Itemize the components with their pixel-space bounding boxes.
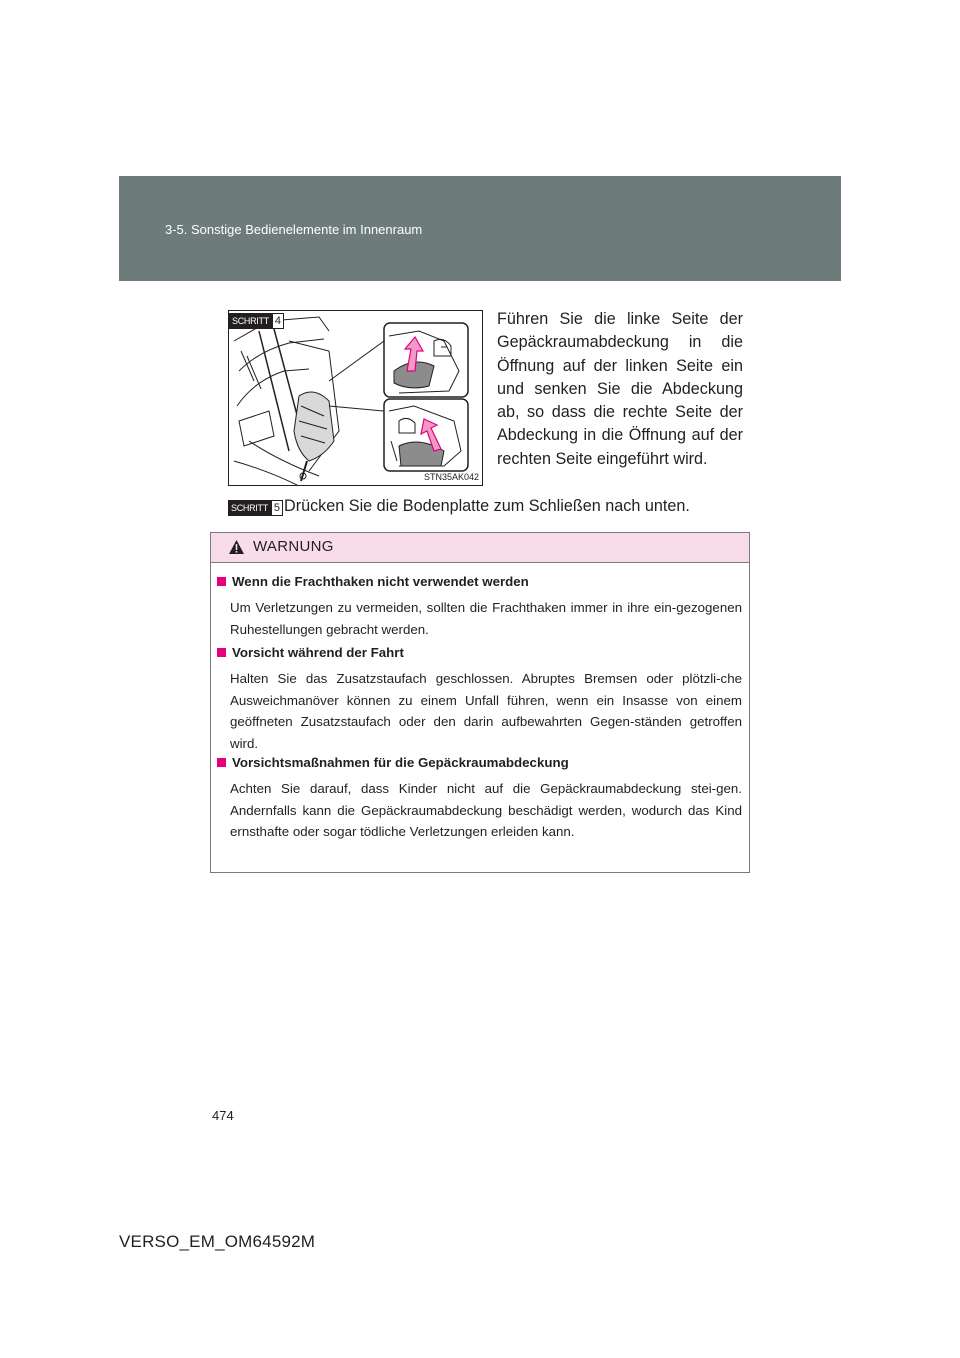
arrow-icon	[405, 337, 441, 451]
document-code: VERSO_EM_OM64592M	[119, 1232, 316, 1251]
warning-header	[211, 533, 749, 563]
section-title: 3-5. Sonstige Bedienelemente im Innenraum	[165, 222, 423, 237]
bullet-square-icon	[217, 758, 226, 767]
warning-item-heading: Vorsichtsmaßnahmen für die Gepäckraumabdeckung	[217, 755, 569, 770]
step-badge: SCHRITT 5	[228, 500, 283, 516]
cargo-cover-illustration	[229, 311, 483, 486]
warning-item-heading: Wenn die Frachthaken nicht verwendet werden	[217, 574, 529, 589]
step-badge: SCHRITT 4	[229, 313, 284, 329]
illustration-figure	[228, 310, 483, 486]
warning-item-body: Halten Sie das Zusatzstaufach geschlossen. Abruptes Bremsen oder plötzli-che Ausweichmanöver können zu einem Unfall führen, wenn ein Insasse von einem geöffneten Zusatzstaufach oder den darin aufbewahrten Gegen-ständen getroffen wird.	[230, 671, 742, 751]
page-number: 474	[212, 1108, 234, 1123]
warning-title: WARNUNG	[253, 538, 334, 555]
step-5-text: Drücken Sie die Bodenplatte zum Schließen nach unten.	[284, 497, 690, 515]
warning-triangle-icon	[228, 539, 245, 555]
step-4-text: Führen Sie die linke Seite der Gepäckraumabdeckung in die Öffnung auf der linken Seite ein und senken Sie die Abdeckung ab, so dass die rechte Seite der Abdeckung in die Öffnung auf der rechten Seite eingeführt wird.	[497, 310, 743, 468]
bullet-square-icon	[217, 648, 226, 657]
warning-item-body: Achten Sie darauf, dass Kinder nicht auf die Gepäckraumabdeckung stei-gen. Andernfalls kann die Gepäckraumabdeckung beschädigt werden, wodurch das Kind ernsthafte oder sogar tödliche Verletzungen erleiden kann.	[230, 781, 742, 839]
warning-box	[210, 532, 750, 873]
warning-item-heading: Vorsicht während der Fahrt	[217, 645, 404, 660]
warning-item-body: Um Verletzungen zu vermeiden, sollten die Frachthaken immer in ihre ein-gezogenen Ruhestellungen gebracht werden.	[230, 600, 742, 637]
bullet-square-icon	[217, 577, 226, 586]
figure-code: STN35AK042	[423, 472, 479, 482]
